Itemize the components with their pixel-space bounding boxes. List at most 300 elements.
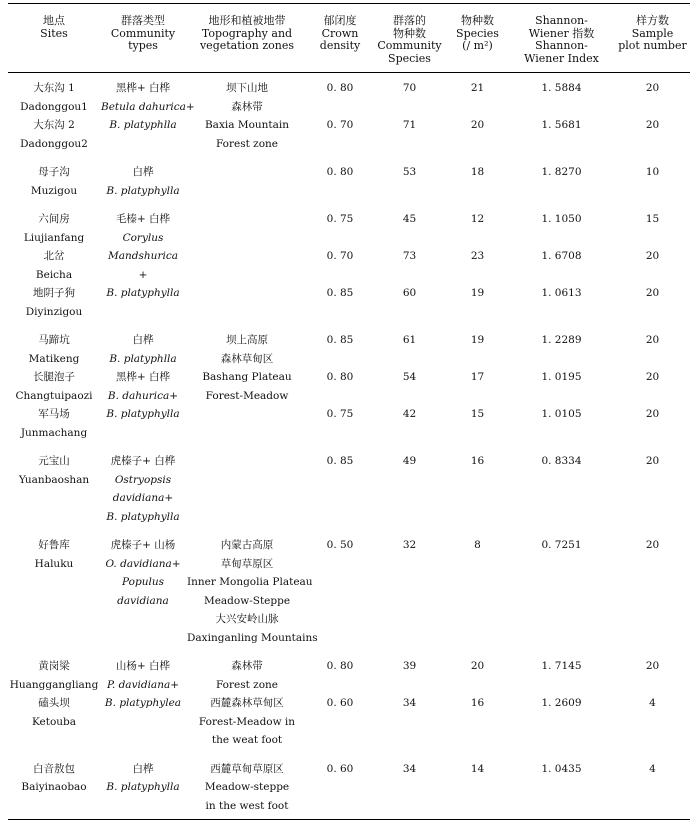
community-species-cell-value: 49 <box>402 455 417 467</box>
site-cell <box>8 247 100 284</box>
site-cell-line: 白音敖包 <box>33 762 75 775</box>
community-cell-line: O. davidiana+ <box>105 557 181 570</box>
shannon-index-cell-value: 1. 1050 <box>541 213 582 225</box>
species-per-m2-cell-value: 19 <box>470 287 485 299</box>
shannon-index-cell-value: 0. 8334 <box>541 455 582 467</box>
species-per-m2-cell <box>447 526 508 647</box>
site-cell <box>8 750 100 820</box>
site-cell-line: Muzigou <box>30 184 78 197</box>
topography-cell-line: 大兴安岭山脉 <box>215 613 279 625</box>
sample-plot-cell <box>615 321 690 368</box>
species-per-m2-cell <box>447 694 508 750</box>
site-cell-line: Dadonggou1 <box>20 100 88 113</box>
site-cell <box>8 694 100 750</box>
sample-plot-cell-value: 20 <box>645 408 660 420</box>
crown-density-cell <box>308 694 372 750</box>
topography-cell-line: the weat foot <box>211 734 283 746</box>
site-cell <box>8 405 100 442</box>
topography-cell-line: 坝下山地 <box>226 82 268 94</box>
shannon-index-cell <box>508 750 615 820</box>
site-cell-line: 长腿泡子 <box>33 371 75 383</box>
species-per-m2-cell <box>447 200 508 247</box>
topography-cell <box>186 73 308 117</box>
community-cell <box>100 116 186 153</box>
crown-density-cell <box>308 116 372 153</box>
species-per-m2-cell-value: 19 <box>470 334 485 346</box>
table-row <box>8 200 690 247</box>
data-table-container <box>8 3 690 820</box>
species-per-m2-cell <box>447 284 508 321</box>
species-per-m2-cell <box>447 247 508 284</box>
topography-cell-line: 森林带 <box>231 100 263 113</box>
header-sublabel: (/ m²) <box>462 39 493 52</box>
sample-plot-cell-value: 15 <box>645 213 660 225</box>
header-sublabel: Wiener 指数 <box>528 26 595 40</box>
site-cell <box>8 200 100 247</box>
community-cell-line: Populus <box>122 576 164 588</box>
site-cell <box>8 153 100 200</box>
site-cell-line: 大东沟 1 <box>33 82 75 94</box>
species-per-m2-cell-value: 20 <box>470 119 485 131</box>
community-cell <box>100 153 186 200</box>
header-label: Shannon- <box>535 14 588 27</box>
header-topography-zones <box>186 4 308 73</box>
community-cell-line: 山杨+ 白桦 <box>115 660 171 672</box>
community-species-cell-value: 61 <box>402 334 417 346</box>
sample-plot-cell-value: 20 <box>645 82 660 94</box>
header-community-types <box>100 4 186 73</box>
topography-cell <box>186 116 308 153</box>
community-cell-line: B. platyphylla <box>106 510 180 523</box>
community-cell <box>100 647 186 694</box>
sample-plot-cell <box>615 750 690 820</box>
topography-cell <box>186 284 308 321</box>
site-cell <box>8 442 100 526</box>
species-per-m2-cell <box>447 321 508 368</box>
species-per-m2-cell-value: 8 <box>474 539 481 551</box>
community-cell-line: B. platyphylla <box>106 408 180 420</box>
shannon-index-cell-value: 1. 2609 <box>541 697 582 709</box>
shannon-index-cell <box>508 73 615 117</box>
crown-density-cell-value: 0. 85 <box>326 334 354 346</box>
sample-plot-cell <box>615 284 690 321</box>
table-row <box>8 116 690 153</box>
community-cell-line: 白桦 <box>132 762 154 775</box>
topography-cell-line: Inner Mongolia Plateau <box>187 576 313 588</box>
community-species-cell <box>372 321 447 368</box>
community-species-cell <box>372 442 447 526</box>
topography-cell-line: 森林带 <box>231 660 263 672</box>
community-cell-line: B. dahurica+ <box>107 389 179 402</box>
header-sublabel: types <box>128 39 158 52</box>
species-per-m2-cell <box>447 153 508 200</box>
crown-density-cell <box>308 321 372 368</box>
topography-cell-line: Forest-Meadow in <box>198 715 296 728</box>
community-species-cell <box>372 750 447 820</box>
topography-cell <box>186 321 308 368</box>
table-row <box>8 247 690 284</box>
header-species-per-m2 <box>447 4 508 73</box>
crown-density-cell-value: 0. 80 <box>326 166 354 178</box>
header-sublabel: Topography and <box>201 26 293 40</box>
community-cell <box>100 284 186 321</box>
header-sublabel: density <box>319 39 361 52</box>
community-species-cell-value: 34 <box>402 697 417 709</box>
table-body <box>8 73 690 820</box>
site-cell-line: 元宝山 <box>38 455 70 467</box>
community-cell-line: B. platyphylla <box>106 184 180 197</box>
shannon-index-cell-value: 0. 7251 <box>541 539 582 551</box>
community-cell-line: Corylus <box>122 231 164 244</box>
species-per-m2-cell-value: 12 <box>470 213 485 225</box>
site-cell-line: Matikeng <box>28 352 80 365</box>
shannon-index-cell <box>508 200 615 247</box>
species-per-m2-cell <box>447 647 508 694</box>
shannon-index-cell-value: 1. 0105 <box>541 408 582 420</box>
sample-plot-cell <box>615 694 690 750</box>
community-species-cell <box>372 200 447 247</box>
community-cell-line: 虎榛子+ 山杨 <box>110 539 176 551</box>
site-cell-line: 母子沟 <box>38 166 70 178</box>
species-per-m2-cell-value: 14 <box>470 762 485 775</box>
sample-plot-cell-value: 20 <box>645 371 660 383</box>
species-per-m2-cell <box>447 442 508 526</box>
header-sublabel: Shannon- <box>535 39 588 52</box>
crown-density-cell-value: 0. 80 <box>326 82 354 94</box>
community-species-cell-value: 73 <box>402 250 417 262</box>
site-cell-line: Huanggangliang <box>9 678 99 691</box>
crown-density-cell <box>308 750 372 820</box>
shannon-index-cell-value: 1. 5681 <box>541 119 582 131</box>
site-cell-line: Haluku <box>34 557 74 570</box>
topography-cell-line: 西麓草甸草原区 <box>210 762 284 775</box>
species-per-m2-cell-value: 23 <box>470 250 485 262</box>
community-species-cell <box>372 526 447 647</box>
community-cell-line: Mandshurica <box>108 250 178 262</box>
species-per-m2-cell <box>447 405 508 442</box>
species-per-m2-cell <box>447 750 508 820</box>
community-species-cell-value: 54 <box>402 371 417 383</box>
header-sublabel: Community <box>110 26 176 40</box>
community-species-cell-value: 42 <box>402 408 417 420</box>
species-per-m2-cell-value: 21 <box>470 82 485 94</box>
community-cell <box>100 73 195 117</box>
topography-cell-line: Daxinganling Mountains <box>187 631 318 644</box>
header-sublabel: Sample <box>631 26 674 40</box>
table-row <box>8 153 690 200</box>
crown-density-cell <box>308 247 372 284</box>
sample-plot-cell-value: 20 <box>645 455 660 467</box>
community-species-cell-value: 39 <box>402 660 417 672</box>
species-per-m2-cell-value: 18 <box>470 166 485 178</box>
shannon-index-cell <box>508 116 615 153</box>
header-sublabel: vegetation zones <box>199 39 295 52</box>
shannon-index-cell <box>508 247 615 284</box>
topography-cell-line: Forest zone <box>215 137 279 150</box>
community-cell-line: davidiana <box>117 594 169 607</box>
site-cell-line: Liujianfang <box>23 231 85 244</box>
community-cell <box>100 200 186 247</box>
header-label: 郁闭度 <box>323 14 357 27</box>
community-cell-line: davidiana+ <box>112 492 174 504</box>
topography-cell <box>186 200 308 247</box>
header-row <box>8 4 690 73</box>
sample-plot-cell <box>615 116 690 153</box>
community-cell <box>100 405 186 442</box>
community-cell-line: B. platyphlla <box>109 119 177 131</box>
topography-cell <box>186 442 308 526</box>
site-cell-line: 地阴子狗 <box>33 287 75 299</box>
sample-plot-cell-value: 20 <box>645 250 660 262</box>
community-cell-line: + <box>138 268 148 281</box>
sample-plot-cell <box>615 526 690 647</box>
community-species-cell <box>372 694 447 750</box>
sample-plot-cell-value: 20 <box>645 539 660 551</box>
topography-cell <box>186 405 308 442</box>
crown-density-cell-value: 0. 50 <box>326 539 354 551</box>
community-species-cell-value: 70 <box>402 82 417 94</box>
sample-plot-cell-value: 4 <box>649 697 656 709</box>
site-cell <box>8 284 100 321</box>
sample-plot-cell-value: 20 <box>645 287 660 299</box>
community-cell-line: 毛榛+ 白桦 <box>115 213 171 225</box>
shannon-index-cell-value: 1. 2289 <box>541 334 582 346</box>
site-cell <box>8 73 100 117</box>
crown-density-cell <box>308 368 372 405</box>
sample-plot-cell <box>615 247 690 284</box>
header-sublabel: Species <box>388 51 431 65</box>
topography-cell-line: Meadow-Steppe <box>203 594 291 607</box>
topography-cell <box>186 647 308 694</box>
table-row <box>8 73 690 117</box>
topography-cell-line: Bashang Plateau <box>202 371 292 383</box>
crown-density-cell-value: 0. 60 <box>326 697 354 709</box>
crown-density-cell <box>308 284 372 321</box>
species-per-m2-cell-value: 16 <box>470 455 485 467</box>
shannon-index-cell-value: 1. 8270 <box>541 166 582 178</box>
community-species-cell-value: 60 <box>402 287 417 299</box>
header-shannon-wiener-index <box>508 4 615 73</box>
community-cell-line: 白桦 <box>132 166 154 178</box>
sample-plot-cell <box>615 405 690 442</box>
topography-cell-line: Meadow-steppe <box>204 781 290 793</box>
crown-density-cell <box>308 405 372 442</box>
header-label: 群落类型 <box>121 14 165 27</box>
header-label: 群落的 <box>393 14 426 27</box>
shannon-index-cell-value: 1. 6708 <box>541 250 582 262</box>
species-per-m2-cell-value: 17 <box>470 371 485 383</box>
header-label: 样方数 <box>636 14 669 27</box>
crown-density-cell-value: 0. 70 <box>326 119 354 131</box>
shannon-index-cell <box>508 694 615 750</box>
crown-density-cell-value: 0. 75 <box>326 213 354 225</box>
shannon-index-cell-value: 1. 0613 <box>541 287 582 299</box>
community-cell <box>100 442 186 526</box>
community-cell-line: P. davidiana+ <box>106 678 180 691</box>
topography-cell <box>186 247 308 284</box>
community-species-cell <box>372 153 447 200</box>
community-species-cell <box>372 368 447 405</box>
site-cell-line: Baiyinaobao <box>21 781 87 793</box>
sample-plot-cell-value: 4 <box>649 762 656 775</box>
species-per-m2-cell-value: 15 <box>470 408 485 420</box>
header-label: 地形和植被地带 <box>208 14 286 27</box>
community-species-cell <box>372 647 447 694</box>
crown-density-cell-value: 0. 70 <box>326 250 354 262</box>
site-cell <box>8 321 100 368</box>
shannon-index-cell-value: 1. 7145 <box>541 660 582 672</box>
community-cell <box>100 368 186 405</box>
shannon-index-cell <box>508 405 615 442</box>
species-per-m2-cell <box>447 116 508 153</box>
community-species-cell <box>372 284 447 321</box>
shannon-index-cell-value: 1. 0435 <box>541 762 582 775</box>
site-cell-line: 大东沟 2 <box>33 119 75 131</box>
species-per-m2-cell <box>447 73 508 117</box>
crown-density-cell-value: 0. 75 <box>326 408 354 420</box>
header-label: 物种数 <box>461 14 494 27</box>
table-row <box>8 321 690 368</box>
table-header <box>8 4 690 73</box>
crown-density-cell-value: 0. 60 <box>326 762 354 775</box>
header-sublabel: Crown <box>321 26 359 40</box>
topography-cell-line: Baxia Mountain <box>204 119 290 131</box>
sample-plot-cell <box>615 73 690 117</box>
site-cell-line: Dadonggou2 <box>20 137 88 150</box>
header-sublabel: plot number <box>618 39 687 52</box>
header-sublabel: Community <box>377 39 442 52</box>
species-per-m2-cell-value: 20 <box>470 660 485 672</box>
community-cell-line: B. platyphylla <box>106 781 180 793</box>
site-cell-line: Diyinzigou <box>25 305 83 318</box>
table-row <box>8 526 690 647</box>
shannon-index-cell <box>508 647 615 694</box>
crown-density-cell <box>308 647 372 694</box>
crown-density-cell <box>308 73 372 117</box>
community-cell-line: 虎榛子+ 白桦 <box>110 455 176 467</box>
table-row <box>8 405 690 442</box>
shannon-index-cell <box>508 284 615 321</box>
crown-density-cell-value: 0. 85 <box>326 287 354 299</box>
header-sublabel: Species <box>456 26 499 40</box>
community-cell-line: B. platyphylea <box>104 697 182 709</box>
community-cell-line: Ostryopsis <box>114 473 172 486</box>
shannon-index-cell-value: 1. 0195 <box>541 371 582 383</box>
header-sublabel: Wiener Index <box>524 51 599 65</box>
topography-cell <box>186 153 308 200</box>
sample-plot-cell <box>615 442 690 526</box>
topography-cell <box>186 694 308 750</box>
site-cell <box>8 368 100 405</box>
table-row <box>8 694 690 750</box>
crown-density-cell <box>308 526 372 647</box>
crown-density-cell <box>308 200 372 247</box>
sample-plot-cell <box>615 200 690 247</box>
site-cell <box>8 116 100 153</box>
site-cell-line: 马蹄坑 <box>38 334 70 346</box>
site-cell <box>8 647 100 694</box>
crown-density-cell-value: 0. 80 <box>326 371 354 383</box>
topography-cell <box>186 526 318 647</box>
shannon-index-cell <box>508 321 615 368</box>
header-community-species <box>372 4 447 73</box>
community-species-cell <box>372 116 447 153</box>
crown-density-cell-value: 0. 85 <box>326 455 354 467</box>
shannon-index-cell <box>508 442 615 526</box>
community-cell <box>100 247 186 284</box>
community-cell-line: Betula dahurica+ <box>101 100 195 113</box>
site-cell-line: 军马场 <box>38 408 70 420</box>
header-sublabel: 物种数 <box>393 26 426 40</box>
topography-cell-line: 森林草甸区 <box>220 352 274 365</box>
community-species-cell-value: 53 <box>402 166 417 178</box>
community-cell-line: 黑桦+ 白桦 <box>115 82 171 94</box>
community-species-cell <box>372 247 447 284</box>
community-species-cell-value: 45 <box>402 213 417 225</box>
sample-plot-cell <box>615 153 690 200</box>
community-species-cell <box>372 405 447 442</box>
community-species-cell-value: 32 <box>402 539 417 551</box>
species-per-m2-cell <box>447 368 508 405</box>
community-cell-line: B. platyphylla <box>106 287 180 299</box>
site-cell-line: 北岔 <box>43 250 65 262</box>
topography-cell-line: Forest-Meadow <box>205 389 289 402</box>
community-species-cell-value: 34 <box>402 762 417 775</box>
header-sublabel: Sites <box>40 26 68 40</box>
community-cell <box>100 750 186 820</box>
topography-cell <box>186 368 308 405</box>
header-sites <box>8 4 100 73</box>
community-cell-line: B. platyphlla <box>109 352 177 365</box>
table-row <box>8 750 690 820</box>
header-sample-plot-number <box>615 4 690 73</box>
site-cell-line: Changtuipaozi <box>15 389 93 402</box>
species-per-m2-cell-value: 16 <box>470 697 485 709</box>
sample-plot-cell <box>615 368 690 405</box>
community-species-cell <box>372 73 447 117</box>
community-species-cell-value: 71 <box>402 119 417 131</box>
community-cell <box>100 694 186 750</box>
header-crown-density <box>308 4 372 73</box>
table-row <box>8 647 690 694</box>
community-data-table <box>8 3 690 820</box>
site-cell-line: 黄岗梁 <box>38 660 70 672</box>
sample-plot-cell <box>615 647 690 694</box>
site-cell-line: Yuanbaoshan <box>18 473 90 486</box>
crown-density-cell <box>308 442 372 526</box>
topography-cell-line: in the west foot <box>205 799 289 812</box>
shannon-index-cell-value: 1. 5884 <box>541 82 582 94</box>
community-cell <box>100 526 186 647</box>
sample-plot-cell-value: 20 <box>645 334 660 346</box>
topography-cell-line: 内蒙古高原 <box>220 539 274 551</box>
table-row <box>8 368 690 405</box>
topography-cell-line: 西麓森林草甸区 <box>210 697 284 709</box>
topography-cell-line: Forest zone <box>215 678 279 691</box>
topography-cell <box>186 750 308 820</box>
shannon-index-cell <box>508 153 615 200</box>
site-cell-line: Ketouba <box>31 715 77 728</box>
crown-density-cell-value: 0. 80 <box>326 660 354 672</box>
header-label: 地点 <box>43 14 65 27</box>
sample-plot-cell-value: 20 <box>645 660 660 672</box>
topography-cell-line: 草甸草原区 <box>220 557 274 570</box>
site-cell-line: Beicha <box>35 268 73 281</box>
community-cell <box>100 321 186 368</box>
sample-plot-cell-value: 10 <box>645 166 660 178</box>
topography-cell-line: 坝上高原 <box>226 334 268 346</box>
site-cell <box>8 526 100 647</box>
